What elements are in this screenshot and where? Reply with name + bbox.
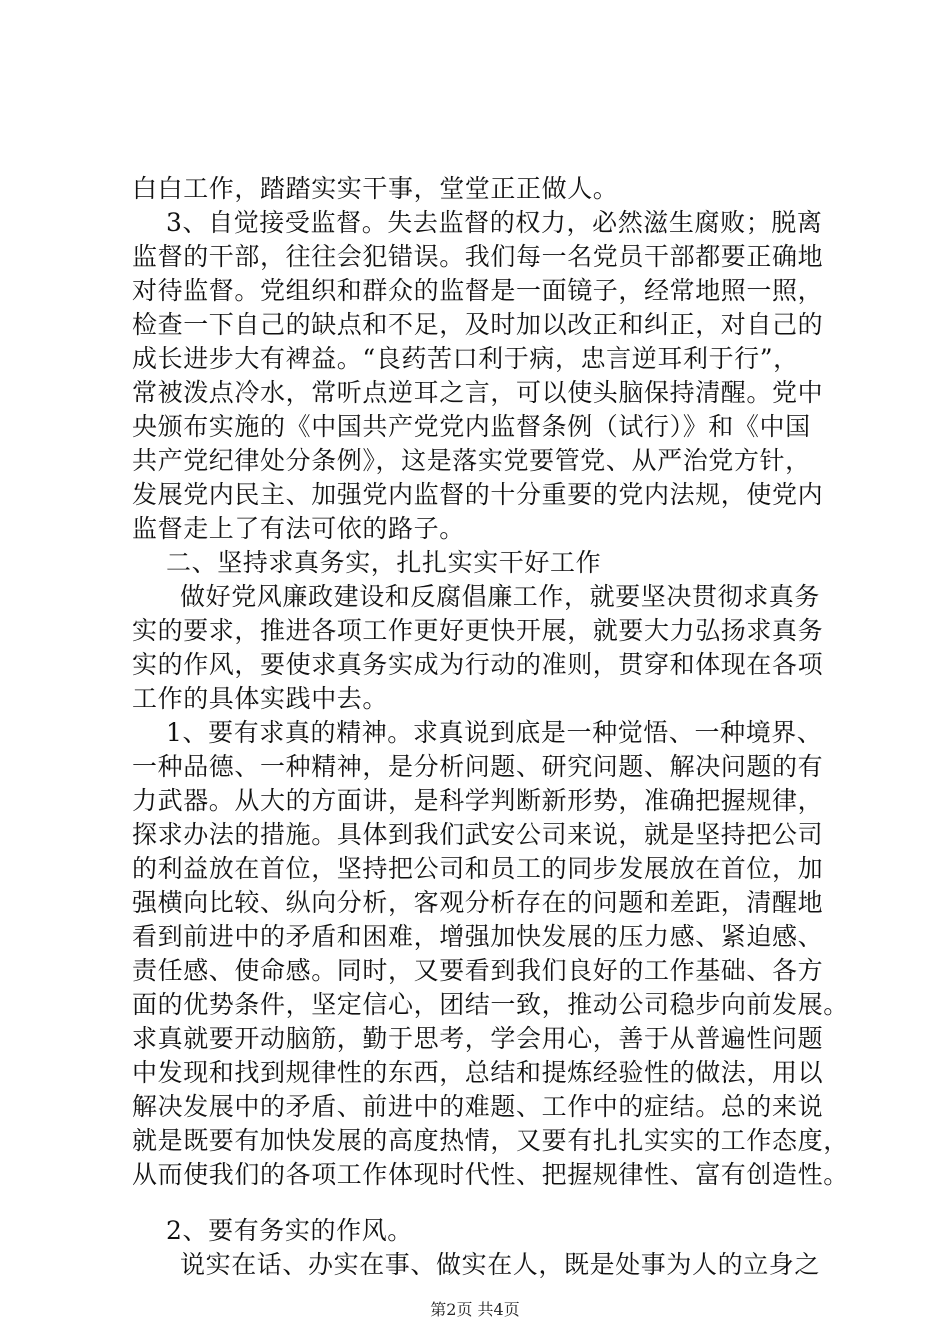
page-footer: 第2页 共4页 <box>430 1300 520 1319</box>
text-line: 做好党风廉政建设和反腐倡廉工作，就要坚决贯彻求真务 <box>180 582 821 611</box>
text-line: 共产党纪律处分条例》，这是落实党要管党、从严治党方针， <box>132 446 811 475</box>
text-line: 看到前进中的矛盾和困难，增强加快发展的压力感、紧迫感、 <box>132 922 824 951</box>
text-line: 就是既要有加快发展的高度热情，又要有扎扎实实的工作态度， <box>132 1126 849 1155</box>
text-line: 1、要有求真的精神。求真说到底是一种觉悟、一种境界、 <box>166 718 823 747</box>
text-line: 责任感、使命感。同时，又要看到我们良好的工作基础、各方 <box>132 956 824 985</box>
text-line: 一种品德、一种精神，是分析问题、研究问题、解决问题的有 <box>132 752 824 781</box>
section-heading: 二、坚持求真务实，扎扎实实干好工作 <box>166 548 602 577</box>
text-line: 白白工作，踏踏实实干事，堂堂正正做人。 <box>132 174 619 203</box>
text-line: 的利益放在首位，坚持把公司和员工的同步发展放在首位，加 <box>132 854 824 883</box>
text-line: 力武器。从大的方面讲，是科学判断新形势，准确把握规律， <box>132 786 824 815</box>
text-line: 从而使我们的各项工作体现时代性、把握规律性、富有创造性。 <box>132 1160 849 1189</box>
text-line: 央颁布实施的《中国共产党党内监督条例（试行）》和《中国 <box>132 412 811 441</box>
text-line: 求真就要开动脑筋，勤于思考，学会用心，善于从普遍性问题 <box>132 1024 824 1053</box>
text-line: 面的优势条件，坚定信心，团结一致，推动公司稳步向前发展。 <box>132 990 849 1019</box>
text-line: 强横向比较、纵向分析，客观分析存在的问题和差距，清醒地 <box>132 888 824 917</box>
text-line: 实的作风，要使求真务实成为行动的准则，贯穿和体现在各项 <box>132 650 824 679</box>
text-line: 3、自觉接受监督。失去监督的权力，必然滋生腐败；脱离 <box>166 208 823 237</box>
text-line: 发展党内民主、加强党内监督的十分重要的党内法规，使党内 <box>132 480 824 509</box>
text-line: 中发现和找到规律性的东西，总结和提炼经验性的做法，用以 <box>132 1058 824 1087</box>
text-line: 成长进步大有裨益。“良药苦口利于病，忠言逆耳利于行”， <box>132 344 799 373</box>
subsection-heading: 2、要有务实的作风。 <box>166 1216 413 1245</box>
text-line: 监督走上了有法可依的路子。 <box>132 514 465 543</box>
text-line: 说实在话、办实在事、做实在人，既是处事为人的立身之 <box>180 1250 821 1279</box>
text-line: 常被泼点冷水，常听点逆耳之言，可以使头脑保持清醒。党中 <box>132 378 824 407</box>
text-line: 监督的干部，往往会犯错误。我们每一名党员干部都要正确地 <box>132 242 824 271</box>
text-line: 解决发展中的矛盾、前进中的难题、工作中的症结。总的来说 <box>132 1092 824 1121</box>
text-line: 工作的具体实践中去。 <box>132 684 389 713</box>
text-line: 探求办法的措施。具体到我们武安公司来说，就是坚持把公司 <box>132 820 824 849</box>
text-line: 对待监督。党组织和群众的监督是一面镜子，经常地照一照， <box>132 276 824 305</box>
text-line: 实的要求，推进各项工作更好更快开展，就要大力弘扬求真务 <box>132 616 824 645</box>
text-line: 检查一下自己的缺点和不足，及时加以改正和纠正，对自己的 <box>132 310 824 339</box>
